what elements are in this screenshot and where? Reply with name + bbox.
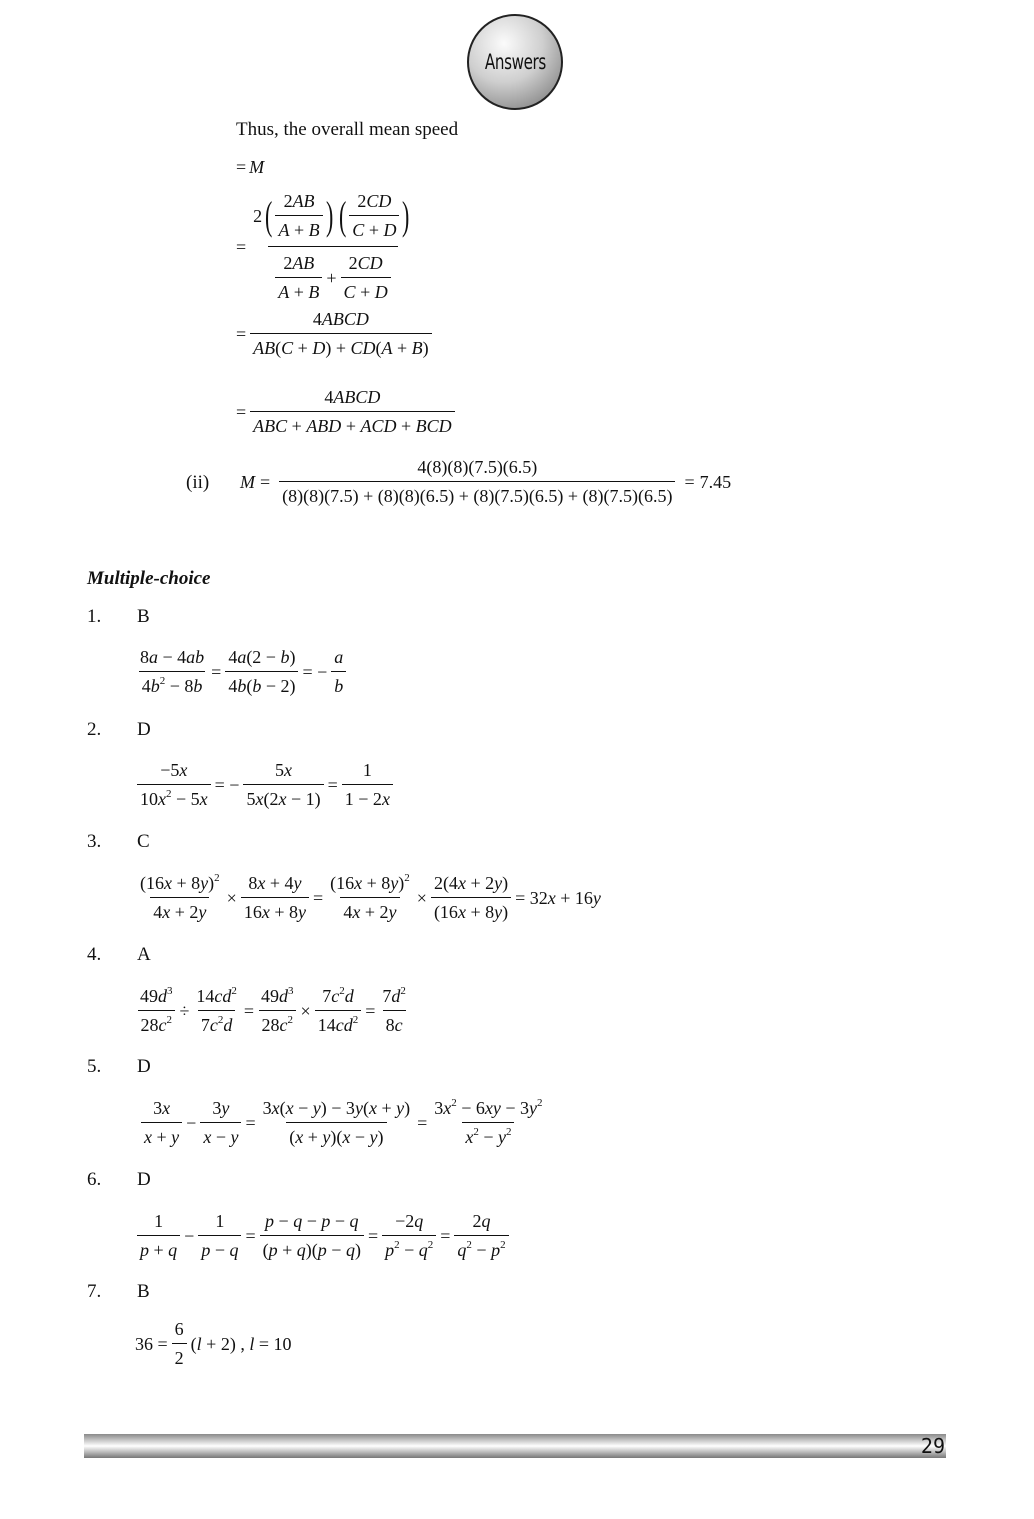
working-q7: 36 = $\frac{6}{2}$ (l + 2) , l = 10 [135,1319,292,1368]
question-number: 6. [87,1169,102,1190]
working-q2: $\frac{-5x}{10x^2 - 5x}$ = − $\frac{5x}{5x(2x - 1)}$ = $\frac{1}{1 - 2x}$ [133,759,397,810]
question-number: 7. [87,1281,102,1302]
working-q6: $\frac{1}{p + q}$ − $\frac{1}{p - q}$ = $\frac{p - q - p - q}{(p + q)(p - q)}$ = $\frac{-2q}{p^2 - q^2}$ = $\frac{2q}{q^2 - p^2}$ [133,1210,513,1261]
question-number: 1. [87,606,102,627]
question-answer: D [137,719,151,740]
question-number: 2. [87,719,102,740]
page-number: 29 [920,1434,945,1458]
question-answer: D [137,1056,151,1077]
working-q1: $\frac{8a - 4ab}{4b^2 - 8b}$ = $\frac{4a(2 - b)}{4b(b - 2)}$ = − $\frac{a}{b}$ [133,646,350,697]
equation-part-ii: M = $\frac{4(8)(8)(7.5)(6.5)}{(8)(8)(7.5) + (8)(8)(6.5) + (8)(7.5)(6.5) + (8)(7.5)(6.5)}$ = 7.45 [240,457,732,506]
footer-bar [84,1434,946,1458]
equation-step-2: = $\frac{\text{4ABCD}}{AB(C + D) + CD(A + B)}$ [236,308,436,359]
working-q5: $\frac{3x}{x + y}$ − $\frac{3y}{x - y}$ = $\frac{3x(x - y) - 3y(x + y)}{(x + y)(x - y)}$ = $\frac{3x^2 - 6xy - 3y^2}{x^2 - y^2}$ [137,1097,550,1148]
badge-label: Answers [484,50,546,74]
question-number: 5. [87,1056,102,1077]
question-answer: C [137,831,150,852]
equation-m: = M [236,157,265,177]
working-q4: $\frac{49d^3}{28c^2}$ ÷ $\frac{14cd^2}{7c^2d}$ = $\frac{49d^3}{28c^2}$ × $\frac{7c^2d}{14cd^2}$ = $\frac{7d^2}{8c}$ [133,985,413,1036]
question-answer: D [137,1169,151,1190]
working-q3: $\frac{(16x + 8y)^2}{4x + 2y}$ × $\frac{8x + 4y}{16x + 8y}$ = $\frac{(16x + 8y)^2}{4x + 2y}$ × $\frac{2(4x + 2y)}{(16x + 8y)}$ = 32x + 16y [140,872,601,922]
section-heading: Multiple-choice [87,568,211,589]
equation-compound-fraction: = 2 ( $\frac{2AB}{A + B}$ ) ( $\frac{2CD}{C + D}$ ) $\frac{2AB}{A + B}$ + $\frac{2CD}{C + D}$ [236,188,420,305]
question-answer: B [137,606,150,627]
equation-step-3: = $\frac{\text{4ABCD}}{\text{ABC + ABD + ACD + BCD}}$ [236,386,459,437]
answers-badge [467,14,563,110]
question-answer: A [137,944,151,965]
question-answer: B [137,1281,150,1302]
intro-text: Thus, the overall mean speed [236,119,459,140]
part-ii-label: (ii) [186,472,210,493]
question-number: 4. [87,944,102,965]
question-number: 3. [87,831,102,852]
